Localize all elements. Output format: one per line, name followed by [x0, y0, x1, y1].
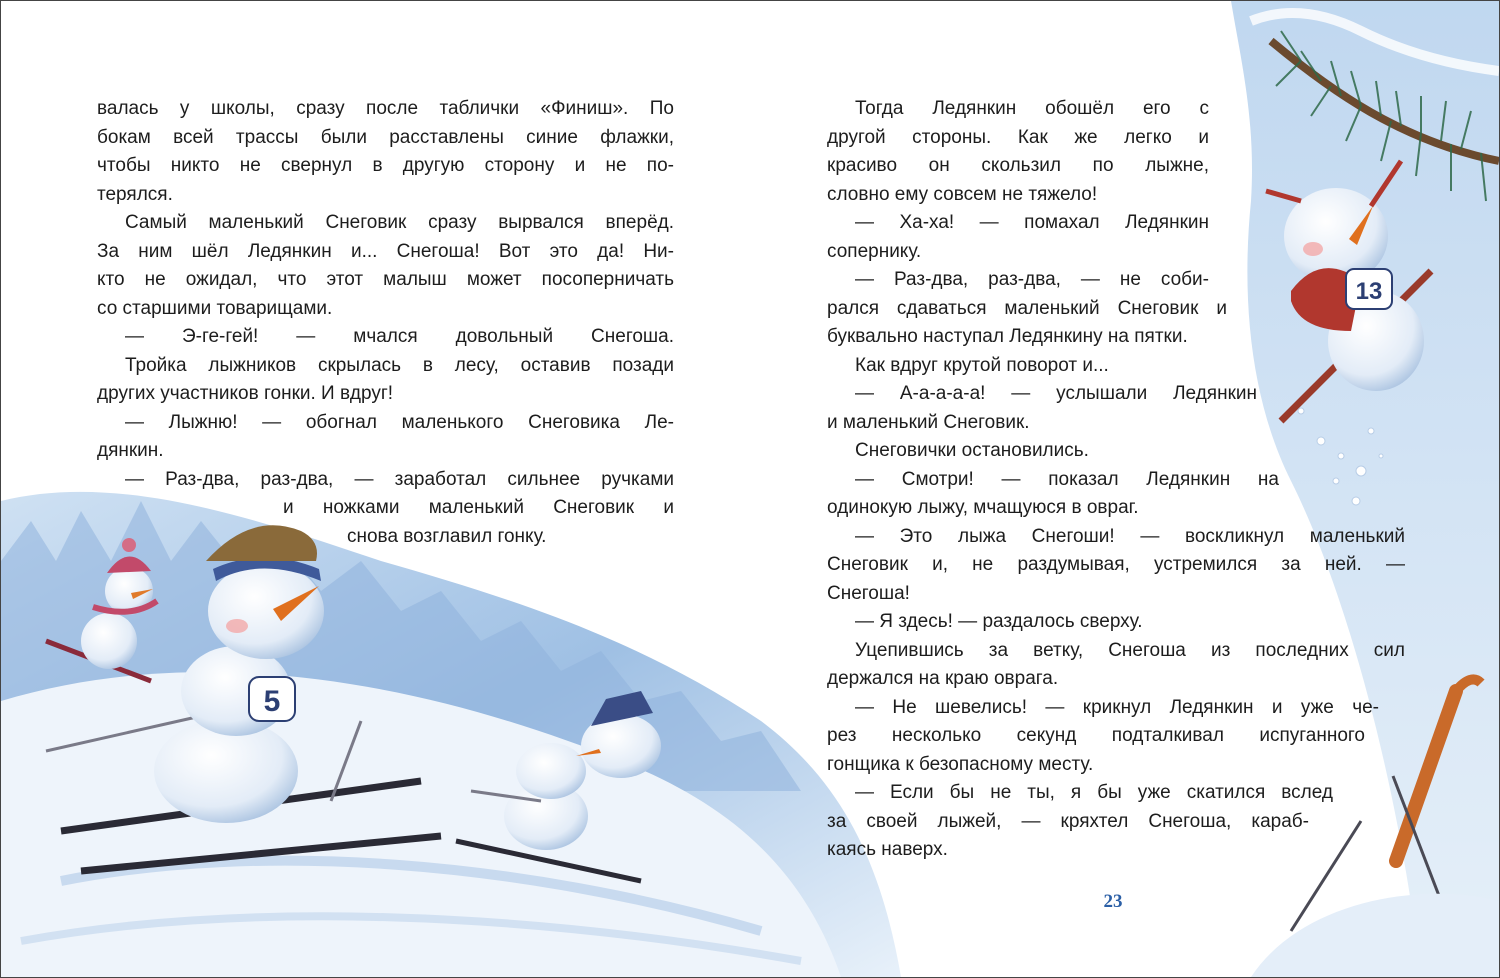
text-line: и маленький Снеговик.	[827, 411, 1030, 433]
text-line: — Ха-ха! — помахал Ледянкин	[855, 212, 1209, 233]
text-line: валась у школы, сразу после таблички «Финиш». По	[97, 98, 674, 119]
text-line: Снеговички остановились.	[855, 440, 1089, 461]
text-line: гонщика к безопасному месту.	[827, 753, 1094, 775]
text-line: других участников гонки. И вдруг!	[97, 383, 394, 404]
text-line: — Если бы не ты, я бы уже скатился вслед	[855, 782, 1333, 803]
text-line: чтобы никто не свернул в другую сторону и не по-	[97, 155, 674, 176]
text-line: — Лыжню! — обогнал маленького Снеговика Ле-	[125, 411, 674, 433]
text-line: буквально наступал Ледянкину на пятки.	[827, 326, 1188, 347]
text-line: сопернику.	[827, 240, 922, 262]
text-line: — Раз-два, раз-два, — не соби-	[855, 269, 1209, 290]
right-bib-number: 13	[1355, 278, 1383, 305]
text-line: и ножками маленький Снеговик и	[283, 497, 674, 518]
text-line: — Смотри! — показал Ледянкин на	[855, 468, 1279, 490]
text-line: одинокую лыжу, мчащуюся в овраг.	[827, 497, 1139, 518]
text-line: словно ему совсем не тяжело!	[827, 183, 1098, 205]
page-number: 23	[1103, 891, 1123, 912]
text-line: бокам всей трассы были расставлены синие флажки,	[97, 126, 674, 148]
right-page-text	[827, 95, 1405, 865]
text-line: дянкин.	[97, 440, 164, 461]
text-line: Тогда Ледянкин обошёл его с	[855, 98, 1209, 119]
text-line: каясь наверх.	[827, 839, 948, 860]
text-line: За ним шёл Ледянкин и... Снегоша! Вот это да! Ни-	[97, 240, 674, 262]
text-line: со старшими товарищами.	[97, 297, 333, 319]
text-line: Самый маленький Снеговик сразу вырвался вперёд.	[125, 212, 674, 233]
text-line: Тройка лыжников скрылась в лесу, оставив позади	[125, 354, 674, 376]
text-line: другой стороны. Как же легко и	[827, 126, 1209, 148]
text-line: красиво он скользил по лыжне,	[827, 155, 1209, 176]
text-line: за своей лыжей, — кряхтел Снегоша, караб-	[827, 810, 1309, 832]
text-line: рался сдаваться маленький Снеговик и	[827, 297, 1227, 319]
text-line: — А-а-а-а-а! — услышали Ледянкин	[855, 383, 1257, 404]
text-line: Как вдруг крутой поворот и...	[855, 354, 1109, 376]
left-page-text	[97, 95, 674, 551]
text-line: — Я здесь! — раздалось сверху.	[855, 611, 1143, 632]
text-line: снова возглавил гонку.	[347, 525, 547, 547]
text-line: — Э-ге-гей! — мчался довольный Снегоша.	[125, 326, 674, 347]
text-line: Снегоша!	[827, 582, 910, 604]
text-line: кто не ожидал, что этот малыш может посоперничать	[97, 269, 674, 290]
text-line: — Это лыжа Снегоши! — воскликнул маленький	[855, 525, 1405, 547]
text-line: — Раз-два, раз-два, — заработал сильнее ручками	[125, 468, 674, 490]
text-line: — Не шевелись! — крикнул Ледянкин и уже че-	[855, 696, 1379, 718]
text-line: терялся.	[97, 183, 173, 205]
left-bib-number: 5	[263, 685, 281, 718]
text-line: Уцепившись за ветку, Снегоша из последних сил	[855, 639, 1405, 661]
text-line: рез несколько секунд подталкивал испуганного	[827, 725, 1365, 746]
text-line: Снеговик и, не раздумывая, устремился за ней. —	[827, 554, 1405, 575]
text-line: держался на краю оврага.	[827, 668, 1059, 689]
